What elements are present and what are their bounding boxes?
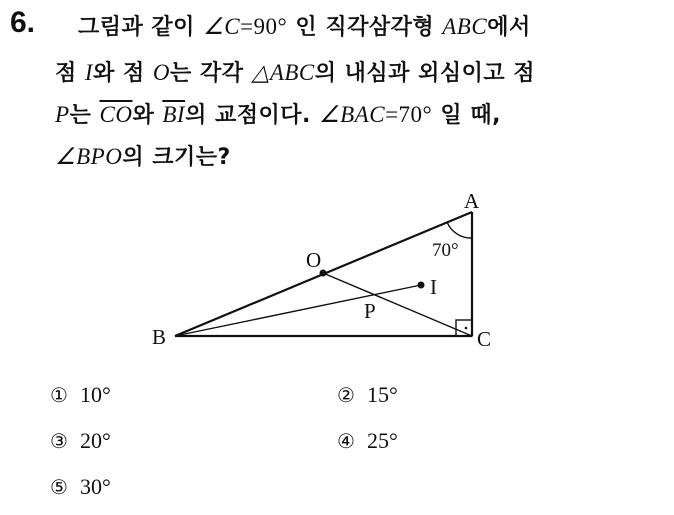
choice-value: 15°	[366, 382, 398, 407]
right-angle-dot	[465, 327, 468, 330]
text: 와 점	[93, 61, 153, 86]
math: ∠BAC	[319, 102, 386, 127]
text: 는 각각	[170, 61, 252, 86]
choice-value: 30°	[79, 474, 111, 499]
text: 의 교점이다.	[185, 103, 320, 128]
math: =70°	[385, 102, 433, 127]
segment-co-line	[323, 273, 472, 336]
label-c: C	[477, 327, 492, 351]
choice-mark: ②	[337, 383, 355, 407]
choice-3[interactable]	[50, 428, 111, 454]
choice-mark: ⑤	[50, 475, 68, 499]
choice-mark: ③	[50, 429, 68, 453]
problem-number: 6.	[10, 6, 36, 39]
point-i	[418, 282, 425, 289]
text: 그림과 같이	[78, 15, 204, 40]
label-o: O	[306, 248, 322, 272]
choice-1[interactable]	[50, 382, 111, 408]
choice-value: 20°	[79, 428, 111, 453]
choice-value: 25°	[366, 428, 398, 453]
text: 는	[69, 103, 100, 128]
text: 에서	[487, 15, 531, 40]
math: P	[55, 102, 70, 127]
segment-bi: $\overline{BI}$	[162, 102, 186, 127]
right-angle-mark	[456, 320, 472, 336]
angle-label-70: 70°	[432, 240, 459, 261]
label-b: B	[152, 325, 167, 349]
choice-2[interactable]	[337, 382, 398, 408]
segment-co: $\overline{CO}$	[99, 102, 133, 127]
text: 의 내심과 외심이고 점	[314, 61, 536, 86]
math: △ABC	[251, 60, 315, 85]
choice-mark: ①	[50, 383, 68, 407]
text: 인 직각삼각형	[295, 15, 443, 40]
text: 의 크기는?	[122, 145, 231, 170]
text: 점	[55, 61, 85, 86]
choice-5[interactable]	[50, 474, 111, 500]
label-p: P	[364, 299, 376, 323]
label-a: A	[464, 189, 480, 213]
math: ∠C	[203, 14, 241, 39]
math: =90°	[240, 14, 288, 39]
angle-a-arc	[447, 222, 472, 238]
math: O	[152, 60, 171, 85]
math: ∠BPO	[55, 144, 123, 169]
text: 와	[132, 103, 163, 128]
segment-bi-line	[175, 285, 421, 336]
choice-mark: ④	[337, 429, 355, 453]
label-i: I	[430, 275, 437, 299]
math: ABC	[442, 14, 488, 39]
text: 일 때,	[440, 103, 501, 128]
choice-value: 10°	[79, 382, 111, 407]
choice-4[interactable]	[337, 428, 398, 454]
math: I	[84, 60, 94, 85]
